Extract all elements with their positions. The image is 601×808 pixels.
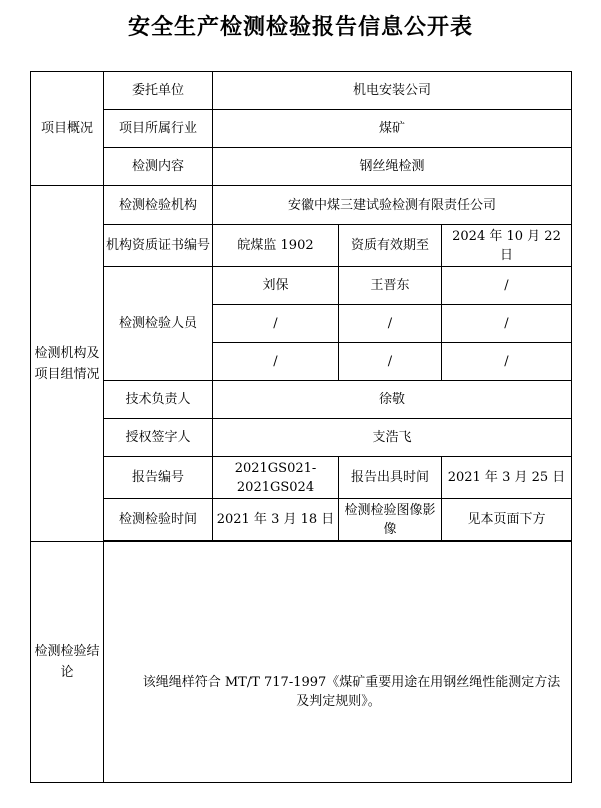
industry-label: 项目所属行业 bbox=[104, 110, 213, 148]
table-row bbox=[31, 186, 572, 225]
table-row bbox=[31, 381, 572, 419]
staff-label: 检测检验人员 bbox=[104, 267, 213, 381]
test-time-value: 2021 年 3 月 18 日 bbox=[213, 499, 339, 541]
tech-lead-label: 技术负责人 bbox=[104, 381, 213, 419]
org-value: 安徽中煤三建试验检测有限责任公司 bbox=[213, 186, 572, 225]
table-row bbox=[31, 267, 572, 305]
client-value: 机电安装公司 bbox=[213, 72, 572, 110]
staff-cell: 王晋东 bbox=[339, 267, 442, 305]
staff-cell: / bbox=[213, 343, 339, 381]
cert-label: 机构资质证书编号 bbox=[104, 225, 213, 267]
staff-cell: / bbox=[442, 305, 572, 343]
conclusion-text: 该绳绳样符合 MT/T 717-1997《煤矿重要用途在用钢丝绳性能测定方法及判定规则》。 bbox=[142, 675, 561, 709]
table-row bbox=[31, 542, 572, 783]
tech-lead-value: 徐敬 bbox=[213, 381, 572, 419]
staff-cell: / bbox=[442, 267, 572, 305]
issue-date-value: 2021 年 3 月 25 日 bbox=[442, 457, 572, 499]
table-row bbox=[31, 419, 572, 457]
staff-cell: 刘保 bbox=[213, 267, 339, 305]
page-title: 安全生产检测检验报告信息公开表 bbox=[127, 14, 473, 40]
section-label-overview: 项目概况 bbox=[31, 72, 104, 186]
signer-value: 支浩飞 bbox=[213, 419, 572, 457]
cert-value: 皖煤监 1902 bbox=[213, 225, 339, 267]
section-label-conclusion: 检测检验结论 bbox=[31, 542, 104, 783]
industry-value: 煤矿 bbox=[213, 110, 572, 148]
org-label: 检测检验机构 bbox=[104, 186, 213, 225]
signer-label: 授权签字人 bbox=[104, 419, 213, 457]
images-label: 检测检验图像影像 bbox=[339, 499, 442, 541]
issue-date-label: 报告出具时间 bbox=[339, 457, 442, 499]
disclosure-table bbox=[30, 71, 572, 783]
validity-label: 资质有效期至 bbox=[339, 225, 442, 267]
staff-cell: / bbox=[213, 305, 339, 343]
table-row bbox=[31, 457, 572, 499]
table-row bbox=[31, 148, 572, 186]
client-label: 委托单位 bbox=[104, 72, 213, 110]
table-row bbox=[31, 499, 572, 541]
content-label: 检测内容 bbox=[104, 148, 213, 186]
section-label-org: 检测机构及项目组情况 bbox=[31, 186, 104, 542]
table-row bbox=[31, 225, 572, 267]
report-no-label: 报告编号 bbox=[104, 457, 213, 499]
table-row bbox=[31, 110, 572, 148]
test-time-label: 检测检验时间 bbox=[104, 499, 213, 541]
content-value: 钢丝绳检测 bbox=[213, 148, 572, 186]
report-no-value: 2021GS021-2021GS024 bbox=[213, 457, 339, 499]
staff-cell: / bbox=[339, 305, 442, 343]
validity-value: 2024 年 10 月 22 日 bbox=[442, 225, 572, 267]
staff-cell: / bbox=[339, 343, 442, 381]
staff-cell: / bbox=[442, 343, 572, 381]
images-value: 见本页面下方 bbox=[442, 499, 572, 541]
table-row bbox=[31, 72, 572, 110]
